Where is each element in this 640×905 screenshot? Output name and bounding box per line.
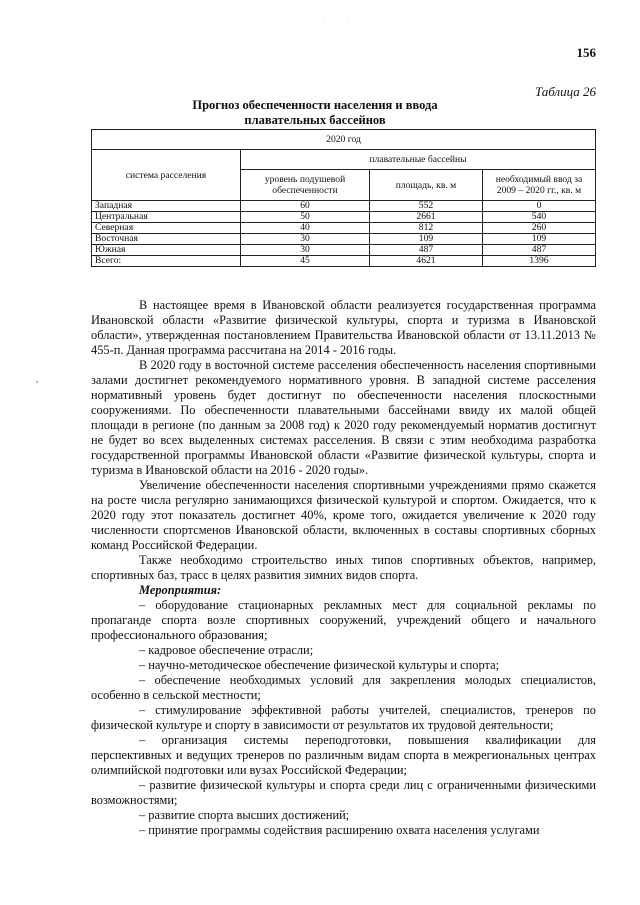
cell-level: 60 bbox=[241, 201, 370, 212]
cell-area: 2661 bbox=[370, 212, 483, 223]
cell-name: Южная bbox=[92, 245, 241, 256]
cell-needed: 109 bbox=[483, 234, 596, 245]
cell-level: 50 bbox=[241, 212, 370, 223]
table-row bbox=[92, 245, 596, 256]
measure-item: – кадровое обеспечение отрасли; bbox=[139, 643, 314, 657]
row-header: система расселения bbox=[92, 150, 241, 201]
measure-item: – принятие программы содействия расширению охвата населения услугами bbox=[139, 823, 540, 837]
cell-needed: 1396 bbox=[483, 256, 596, 267]
body-text bbox=[91, 298, 596, 838]
cell-area: 109 bbox=[370, 234, 483, 245]
table-title bbox=[85, 98, 605, 128]
group-header: плавательные бассейны bbox=[241, 150, 596, 170]
column-header-needed: необходимый ввод за 2009 – 2020 гг., кв. м bbox=[483, 170, 596, 201]
cell-level: 30 bbox=[241, 245, 370, 256]
measure-item: – оборудование стационарных рекламных мест для социальной рекламы по пропаганде спорта возле спортивных сооружений, учреждений общего и начального профессионального образования; bbox=[91, 598, 596, 642]
measure-item: – развитие спорта высших достижений; bbox=[139, 808, 350, 822]
page-number: 156 bbox=[576, 45, 596, 60]
measure-item: – обеспечение необходимых условий для закрепления молодых специалистов, особенно в сельской местности; bbox=[91, 673, 596, 702]
pools-forecast-table bbox=[91, 129, 596, 267]
column-header-level: уровень подушевой обеспеченности bbox=[241, 170, 370, 201]
cell-area: 552 bbox=[370, 201, 483, 212]
cell-name: Западная bbox=[92, 201, 241, 212]
table-row-total bbox=[92, 256, 596, 267]
cell-area: 4621 bbox=[370, 256, 483, 267]
cell-level: 45 bbox=[241, 256, 370, 267]
cell-area: 812 bbox=[370, 223, 483, 234]
table-title-line2: плавательных бассейнов bbox=[244, 113, 386, 127]
paragraph: Также необходимо строительство иных типов спортивных объектов, например, спортивных баз, трасс в целях развития зимних видов спорта. bbox=[91, 553, 596, 582]
cell-needed: 260 bbox=[483, 223, 596, 234]
cell-name: Восточная bbox=[92, 234, 241, 245]
measure-item: – научно-методическое обеспечение физической культуры и спорта; bbox=[139, 658, 500, 672]
measure-item: – стимулирование эффективной работы учителей, специалистов, тренеров по физической культуре и спорту в зависимости от результатов их трудовой деятельности; bbox=[91, 703, 596, 732]
cell-name: Центральная bbox=[92, 212, 241, 223]
table-label: Таблица 26 bbox=[534, 84, 596, 99]
cell-area: 487 bbox=[370, 245, 483, 256]
measure-item: – организация системы переподготовки, повышения квалификации для перспективных и ведущих тренеров по различным видам спорта в межрегиональных центрах олимпийской подготовки или вузах Российской Федерации; bbox=[91, 733, 596, 777]
cell-needed: 487 bbox=[483, 245, 596, 256]
scan-artifact: · · bbox=[323, 17, 359, 23]
paragraph: В 2020 году в восточной системе расселения обеспеченность населения спортивными залами достигнет рекомендуемого нормативного уровня. В западной системе расселения нормативный уровень будет достигнут по обеспеченности населения плоскостными сооружениями. По обеспеченности плавательными бассейнами ввиду их малой общей площади в регионе (по данным за 2008 год) к 2020 году рекомендуемый норматив достигнут не будет во всех выделенных системах расселения. В связи с этим необходима разработка государственной программы Ивановской области «Развитие физической культуры, спорта и туризма в Ивановской области на 2016 - 2020 годы». bbox=[91, 358, 596, 477]
measures-heading: Мероприятия: bbox=[139, 583, 222, 597]
paragraph: В настоящее время в Ивановской области реализуется государственная программа Ивановской области «Развитие физической культуры, спорта и туризма в Ивановской области», утвержденная постановлением Правительства Ивановской области от 13.11.2013 № 455-п. Данная программа рассчитана на 2014 - 2016 годы. bbox=[91, 298, 596, 357]
cell-needed: 0 bbox=[483, 201, 596, 212]
table-row bbox=[92, 223, 596, 234]
table-row bbox=[92, 212, 596, 223]
measure-item: – развитие физической культуры и спорта среди лиц с ограниченными физическими возможностями; bbox=[91, 778, 596, 807]
table-title-line1: Прогноз обеспеченности населения и ввода bbox=[192, 98, 438, 112]
cell-level: 30 bbox=[241, 234, 370, 245]
cell-needed: 540 bbox=[483, 212, 596, 223]
table-row bbox=[92, 201, 596, 212]
table-row bbox=[92, 234, 596, 245]
paragraph: Увеличение обеспеченности населения спортивными учреждениями прямо скажется на росте числа регулярно занимающихся физической культурой и спортом. Ожидается, что к 2020 году этот показатель достигнет 40%, кроме того, ожидается увеличение к 2020 году численности спортсменов Ивановской области, включенных в составы спортивных сборных команд Российской Федерации. bbox=[91, 478, 596, 552]
cell-name: Всего: bbox=[92, 256, 241, 267]
column-header-area: площадь, кв. м bbox=[370, 170, 483, 201]
cell-name: Северная bbox=[92, 223, 241, 234]
year-header: 2020 год bbox=[92, 130, 596, 150]
cell-level: 40 bbox=[241, 223, 370, 234]
scan-mark: , bbox=[36, 374, 39, 384]
